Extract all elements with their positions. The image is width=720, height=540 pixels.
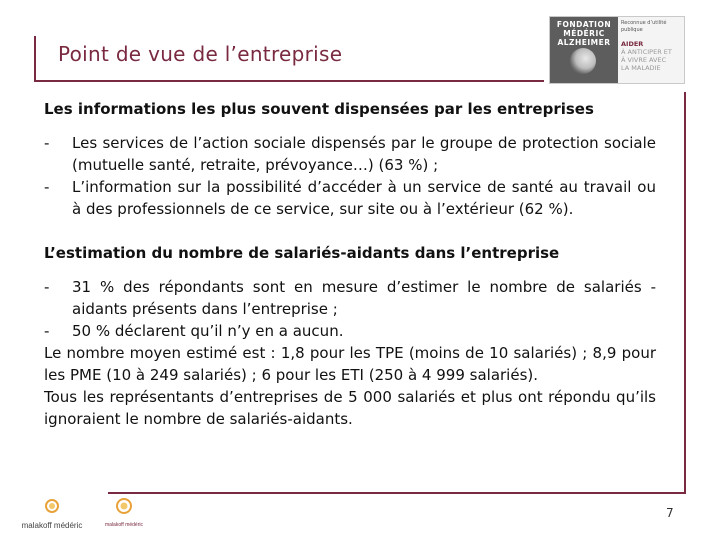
logo-badge	[550, 17, 618, 83]
list-item	[44, 320, 656, 342]
list-item-text: 31 % des répondants sont en mesure d’estimer le nombre de salariés -aidants présents dans l’entreprise ;	[72, 278, 656, 318]
logo-tag-3: À VIVRE AVEC	[621, 56, 667, 64]
list-item-text: 50 % déclarent qu’il n’y en a aucun.	[72, 322, 344, 340]
frame-bottom-line	[108, 492, 686, 494]
malakoff-logo-text: malakoff médéric	[21, 521, 83, 530]
dash-bullet: -	[44, 322, 50, 340]
list-item	[44, 276, 656, 320]
section1-list	[44, 132, 656, 220]
logo-line-3: ALZHEIMER	[557, 38, 611, 47]
list-item	[44, 132, 656, 176]
list-item	[44, 176, 656, 220]
logo-tag-2: À ANTICIPER ET	[621, 48, 672, 56]
page-number: 7	[666, 506, 674, 520]
malakoff-logo	[16, 496, 88, 532]
dash-bullet: -	[44, 278, 50, 296]
representatives-paragraph: Tous les représentants d’entreprises de 5 000 salariés et plus ont répondu qu’ils ignoraient le nombre de salariés-aidants.	[44, 388, 656, 428]
malakoff-logo-icon	[16, 496, 88, 532]
logo-tagline	[618, 17, 684, 83]
section1-heading: Les informations les plus souvent dispensées par les entreprises	[44, 100, 594, 118]
fondation-logo	[549, 16, 685, 84]
list-item-text: L’information sur la possibilité d’accéder à un service de santé au travail ou à des professionnels de ce service, sur site ou à l’extérieur (62 %).	[72, 178, 656, 218]
logo-tag-1: AIDER	[621, 40, 644, 48]
malakoff-secondary-text: malakoff médéric	[105, 522, 143, 528]
malakoff-logo-secondary	[98, 496, 150, 532]
page-title: Point de vue de l’entreprise	[58, 42, 343, 66]
list-item-text: Les services de l’action sociale dispensés par le groupe de protection sociale (mutuelle santé, retraite, prévoyance…) (63 %) ;	[72, 134, 656, 174]
frame-right-line	[684, 92, 686, 492]
dash-bullet: -	[44, 134, 50, 152]
logo-tag-4: LA MALADIE	[621, 64, 661, 72]
logo-small-text: Reconnue d’utilité publique	[621, 20, 667, 33]
logo-line-1: FONDATION	[556, 20, 612, 29]
malakoff-secondary-icon	[98, 496, 150, 532]
section2-list	[44, 276, 656, 342]
section2-heading: L’estimation du nombre de salariés-aidants dans l’entreprise	[44, 244, 560, 262]
logo-emblem-icon	[570, 48, 596, 74]
logo-line-2: MÉDÉRIC	[563, 29, 605, 38]
dash-bullet: -	[44, 178, 50, 196]
average-paragraph: Le nombre moyen estimé est : 1,8 pour les TPE (moins de 10 salariés) ; 8,9 pour les PME (10 à 249 salariés) ; 6 pour les ETI (250 à 4 999 salariés).	[44, 344, 656, 384]
slide-content	[44, 98, 656, 430]
